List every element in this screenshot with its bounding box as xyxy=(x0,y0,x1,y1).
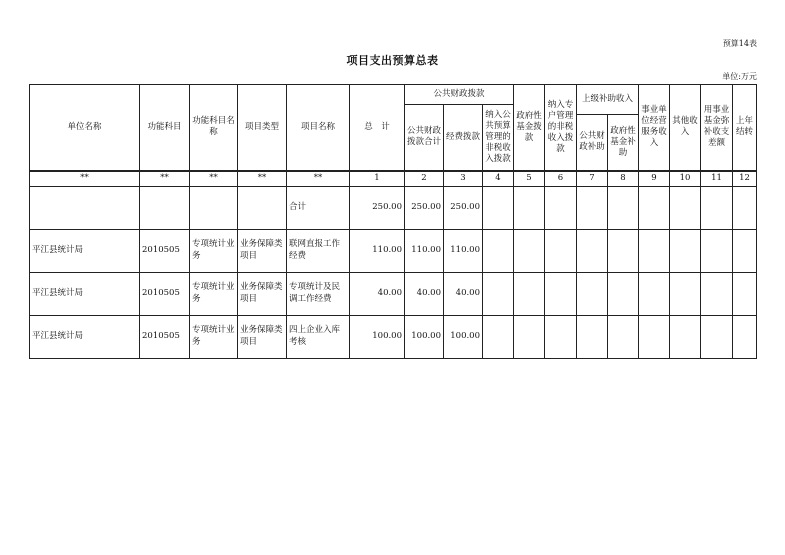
cell-func-code: 2010505 xyxy=(140,315,190,358)
header-row-1 xyxy=(30,85,757,105)
total-label: 合计 xyxy=(287,186,350,229)
column-number-cell: 7 xyxy=(577,171,608,187)
column-number-cell: 10 xyxy=(670,171,701,187)
cell-project-name: 四上企业入库考核 xyxy=(287,315,350,358)
cell-funds-allocation: 40.00 xyxy=(444,272,483,315)
header-public-finance: 公共财政拨款 xyxy=(405,85,514,105)
column-number-cell: ** xyxy=(30,171,140,187)
cell-project-type: 业务保障类项目 xyxy=(238,272,287,315)
total-amount: 250.00 xyxy=(350,186,405,229)
cell-func-name: 专项统计业务 xyxy=(190,315,238,358)
column-number-cell: ** xyxy=(238,171,287,187)
column-number-cell: 6 xyxy=(545,171,577,187)
header-gov-fund-subsidy: 政府性基金补助 xyxy=(608,115,639,171)
column-number-cell: 5 xyxy=(514,171,545,187)
total-row xyxy=(30,186,757,229)
column-number-cell: 11 xyxy=(701,171,733,187)
column-number-cell: 2 xyxy=(405,171,444,187)
cell-project-name: 专项统计及民调工作经费 xyxy=(287,272,350,315)
header-non-tax-special: 纳入专户管理的非税收入拨款 xyxy=(545,85,577,171)
table-row xyxy=(30,272,757,315)
cell-func-code: 2010505 xyxy=(140,272,190,315)
budget-table xyxy=(29,84,757,359)
total-public-finance: 250.00 xyxy=(405,186,444,229)
column-number-cell: ** xyxy=(140,171,190,187)
cell-func-name: 专项统计业务 xyxy=(190,229,238,272)
header-non-tax-public: 纳入公共预算管理的非税收入拨款 xyxy=(483,105,514,171)
cell-func-name: 专项统计业务 xyxy=(190,272,238,315)
column-number-cell: 1 xyxy=(350,171,405,187)
table-row xyxy=(30,315,757,358)
total-funds-allocation: 250.00 xyxy=(444,186,483,229)
column-number-cell: ** xyxy=(190,171,238,187)
header-gov-fund: 政府性基金拨款 xyxy=(514,85,545,171)
cell-total: 100.00 xyxy=(350,315,405,358)
header-project-type: 项目类型 xyxy=(238,85,287,171)
column-number-cell: 4 xyxy=(483,171,514,187)
cell-project-name: 联网直报工作经费 xyxy=(287,229,350,272)
header-unit-name: 单位名称 xyxy=(30,85,140,171)
cell-public-finance: 40.00 xyxy=(405,272,444,315)
cell-public-finance: 110.00 xyxy=(405,229,444,272)
cell-project-type: 业务保障类项目 xyxy=(238,229,287,272)
cell-unit: 平江县统计局 xyxy=(30,315,140,358)
header-project-name: 项目名称 xyxy=(287,85,350,171)
column-number-cell: 8 xyxy=(608,171,639,187)
header-public-fin-subsidy: 公共财政补助 xyxy=(577,115,608,171)
header-superior-subsidy: 上级补助收入 xyxy=(577,85,639,115)
cell-func-code: 2010505 xyxy=(140,229,190,272)
header-func-subject-name: 功能科目名称 xyxy=(190,85,238,171)
cell-project-type: 业务保障类项目 xyxy=(238,315,287,358)
header-other-income: 其他收入 xyxy=(670,85,701,171)
header-funds-allocation: 经费拨款 xyxy=(444,105,483,171)
column-number-cell: 3 xyxy=(444,171,483,187)
cell-funds-allocation: 110.00 xyxy=(444,229,483,272)
column-number-cell: 12 xyxy=(733,171,757,187)
header-business-fund: 用事业基金弥补收支差额 xyxy=(701,85,733,171)
cell-unit: 平江县统计局 xyxy=(30,272,140,315)
column-number-row xyxy=(30,171,757,187)
header-public-finance-total: 公共财政拨款合计 xyxy=(405,105,444,171)
cell-public-finance: 100.00 xyxy=(405,315,444,358)
cell-total: 40.00 xyxy=(350,272,405,315)
header-carryover: 上年结转 xyxy=(733,85,757,171)
header-business-income: 事业单位经营服务收入 xyxy=(639,85,670,171)
column-number-cell: 9 xyxy=(639,171,670,187)
unit-label: 单位:万元 xyxy=(722,72,757,81)
table-row xyxy=(30,229,757,272)
page-title: 项目支出预算总表 xyxy=(346,54,439,67)
cell-funds-allocation: 100.00 xyxy=(444,315,483,358)
header-total: 总 计 xyxy=(350,85,405,171)
header-func-subject: 功能科目 xyxy=(140,85,190,171)
cell-unit: 平江县统计局 xyxy=(30,229,140,272)
table-number: 预算14表 xyxy=(722,39,757,48)
cell-total: 110.00 xyxy=(350,229,405,272)
column-number-cell: ** xyxy=(287,171,350,187)
